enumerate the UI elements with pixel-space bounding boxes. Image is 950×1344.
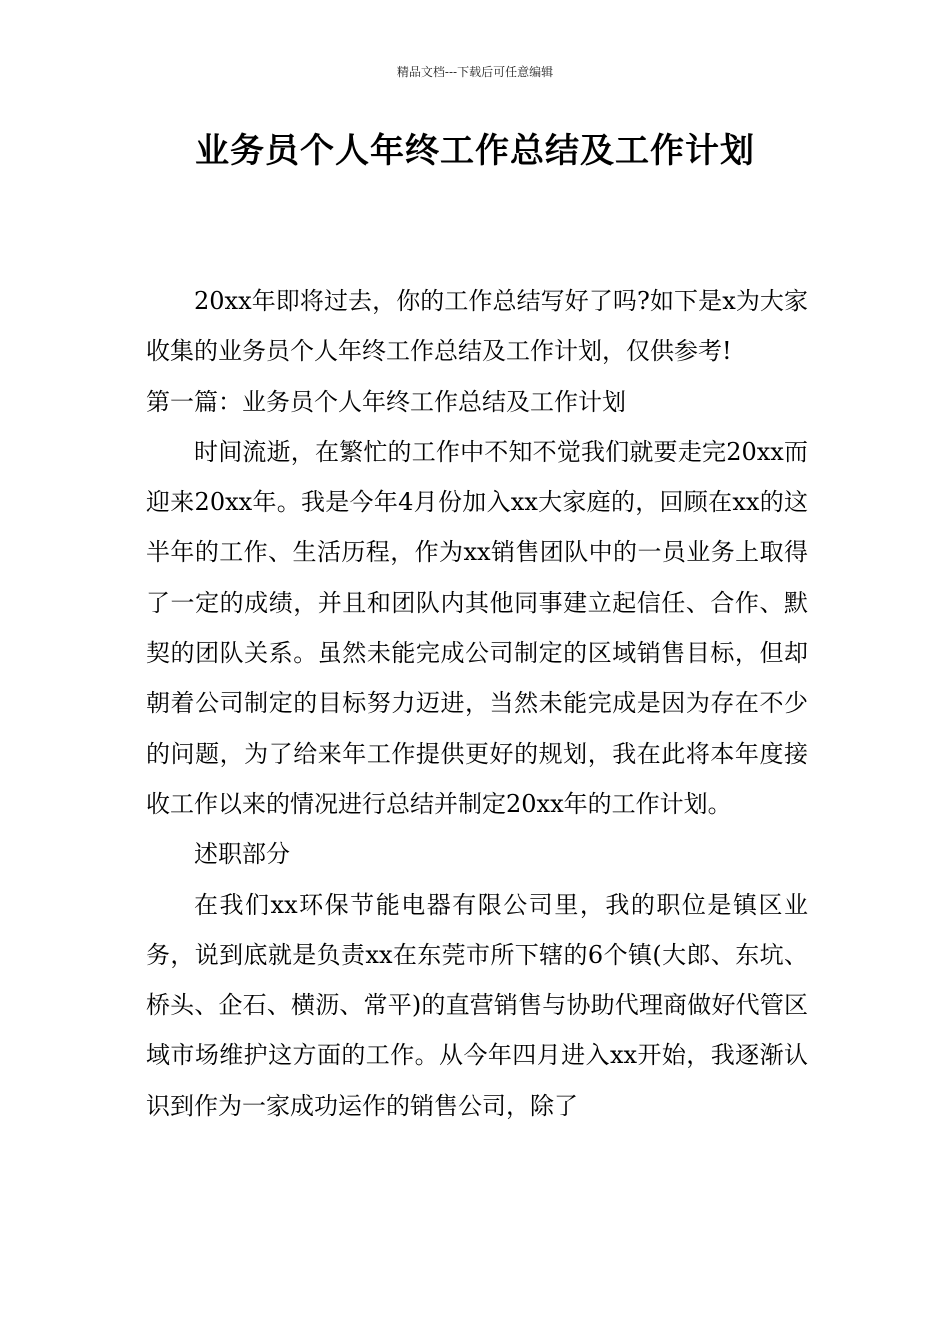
body-paragraph: 时间流逝，在繁忙的工作中不知不觉我们就要走完20xx而迎来20xx年。我是今年4月份加入xx大家庭的，回顾在xx的这半年的工作、生活历程，作为xx销售团队中的一员业务上取得了一定的成绩，并且和团队内其他同事建立起信任、合作、默契的团队关系。虽然未能完成公司制定的区域销售目标，但却朝着公司制定的目标努力迈进，当然未能完成是因为存在不少的问题，为了给来年工作提供更好的规划，我在此将本年度接收工作以来的情况进行总结并制定20xx年的工作计划。 [146, 437, 808, 818]
document-title: 业务员个人年终工作总结及工作计划 [195, 131, 755, 171]
sub-heading: 述职部分 [194, 840, 290, 869]
section-heading: 第一篇：业务员个人年终工作总结及工作计划 [146, 387, 626, 416]
document-body [146, 276, 808, 1131]
body-paragraph: 在我们xx环保节能电器有限公司里，我的职位是镇区业务，说到底就是负责xx在东莞市所下辖的6个镇(大郎、东坑、桥头、企石、横沥、常平)的直营销售与协助代理商做好代管区域市场维护这方面的工作。从今年四月进入xx开始，我逐渐认识到作为一家成功运作的销售公司，除了 [146, 890, 808, 1120]
intro-paragraph: 20xx年即将过去，你的工作总结写好了吗?如下是x为大家收集的业务员个人年终工作总结及工作计划，仅供参考! [146, 287, 808, 366]
header-note: 精品文档---下载后可任意编辑 [396, 65, 554, 79]
